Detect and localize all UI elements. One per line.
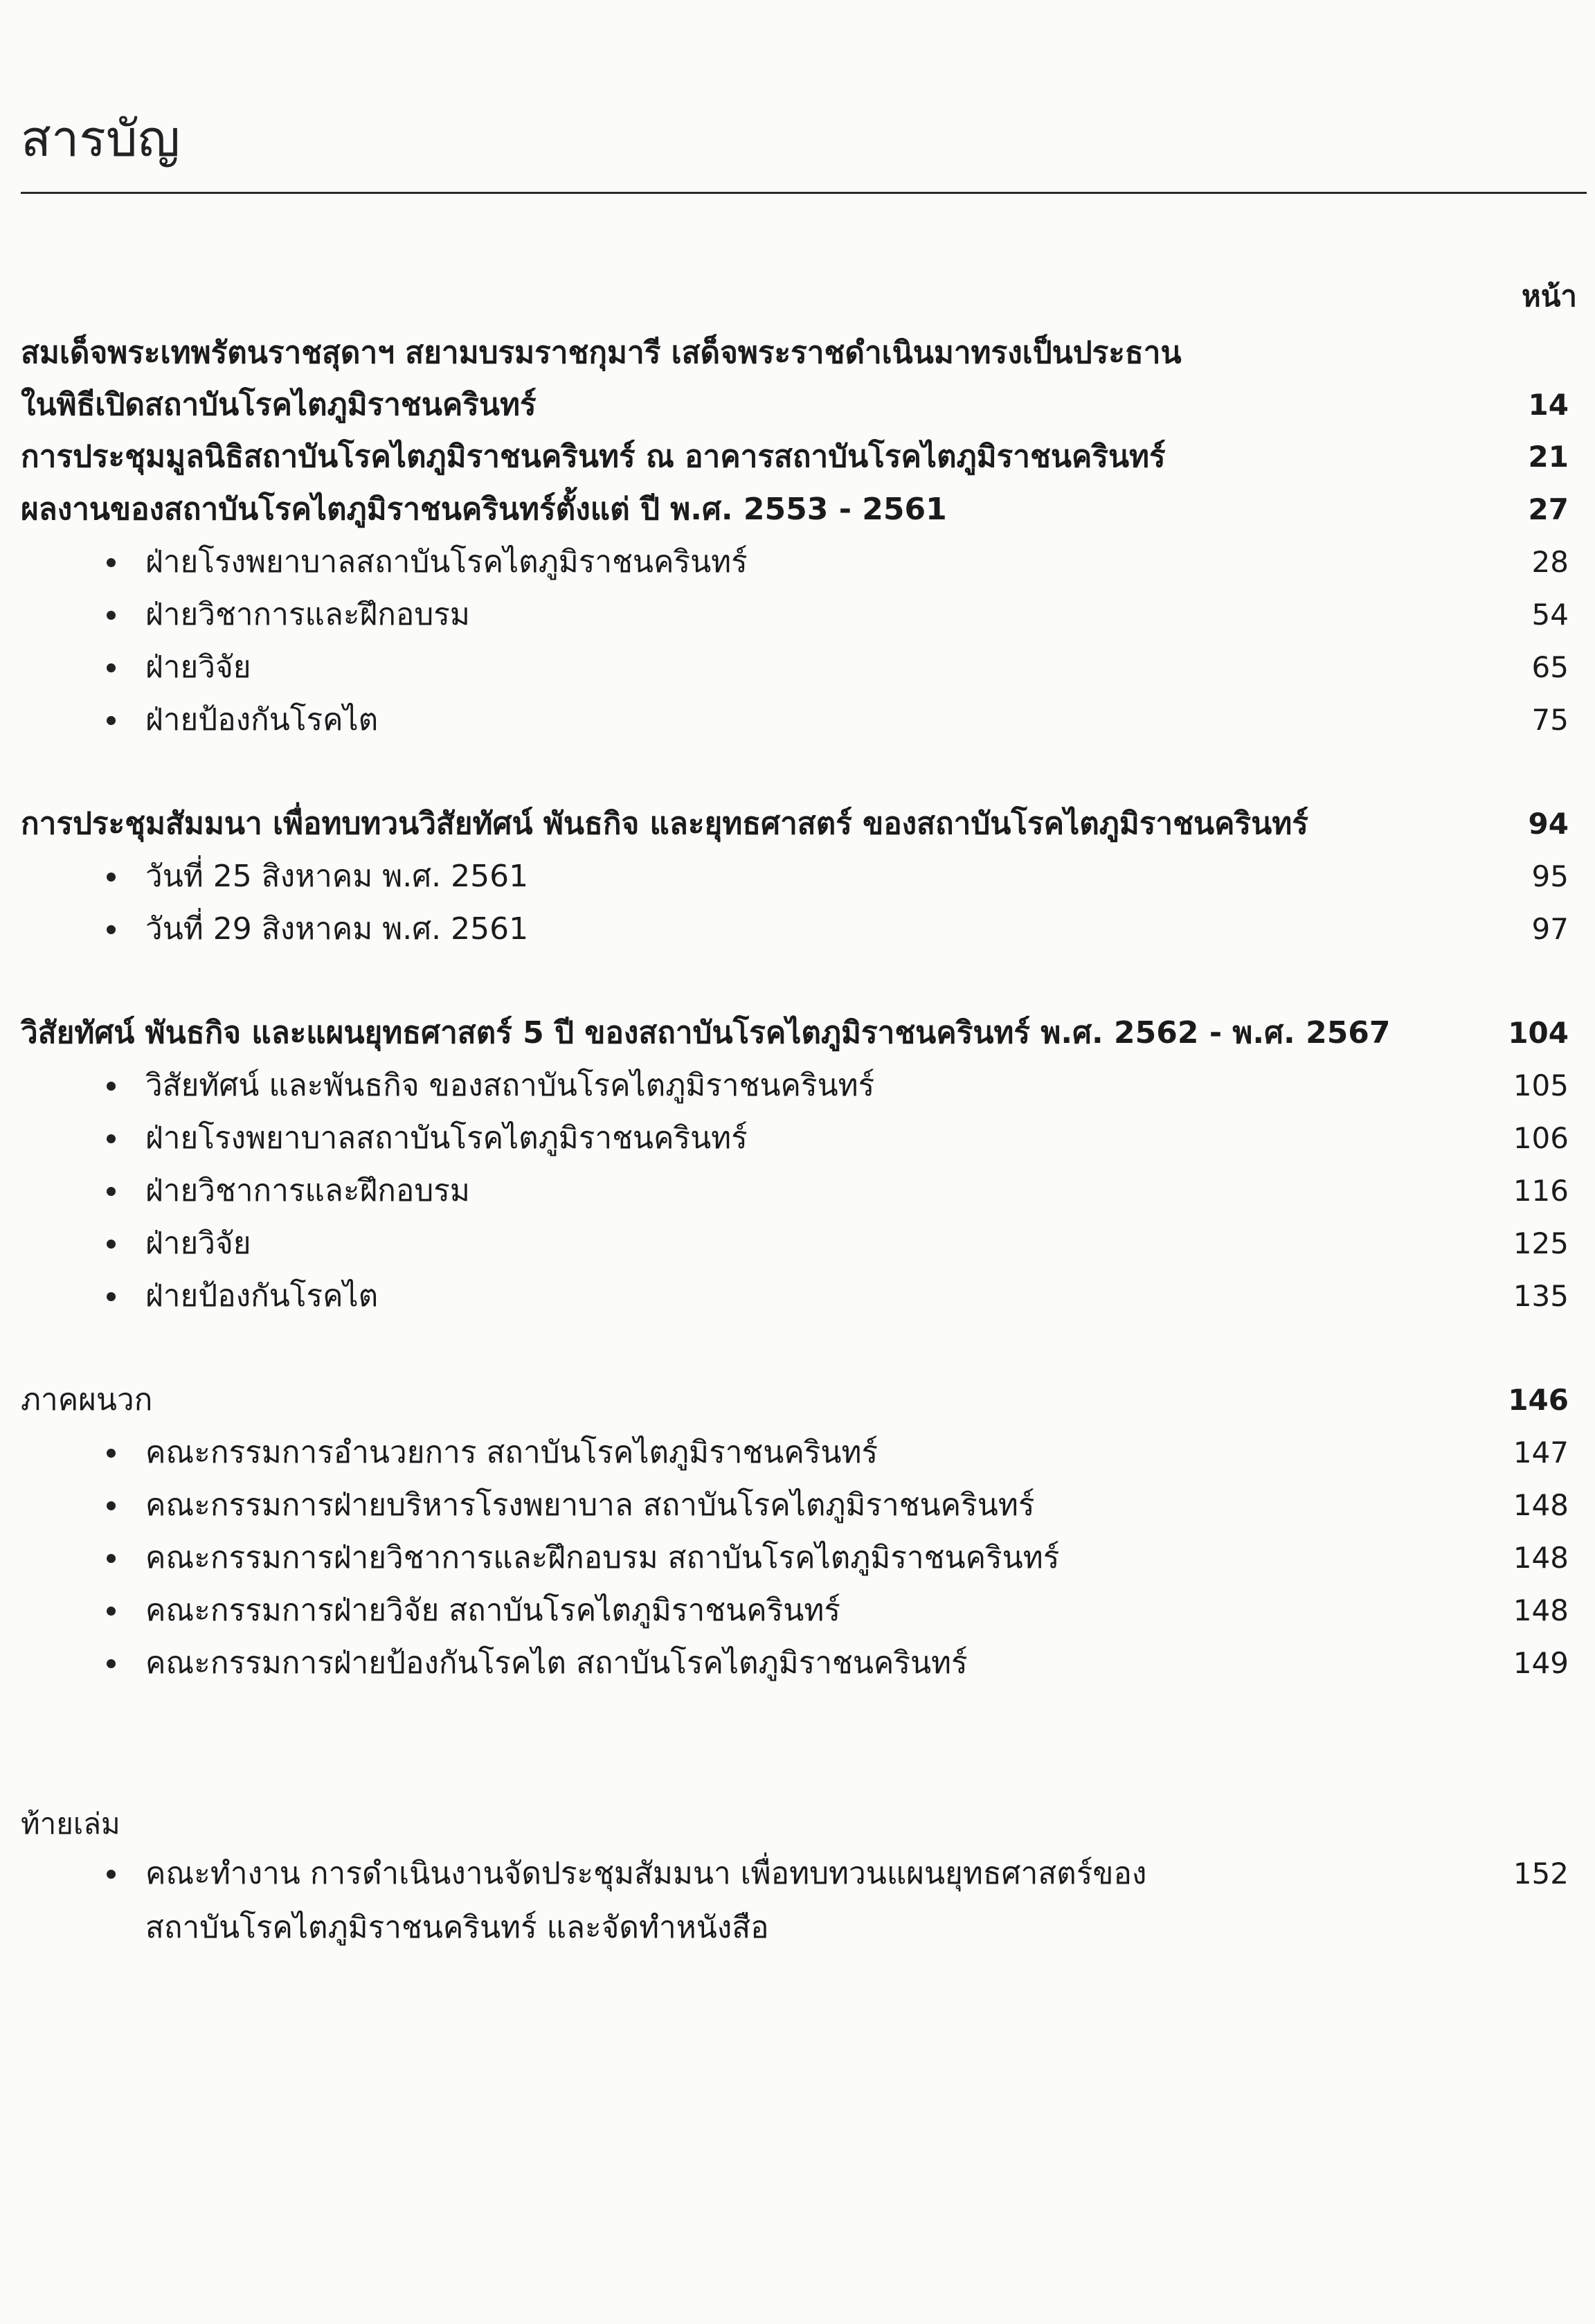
toc-subentry-title: วันที่ 29 สิงหาคม พ.ศ. 2561 bbox=[145, 911, 529, 947]
toc-entry[interactable] bbox=[0, 798, 1595, 850]
toc-page-number: 21 bbox=[1528, 440, 1569, 474]
toc-entry[interactable] bbox=[0, 327, 1595, 379]
bullet-icon bbox=[107, 1449, 116, 1458]
toc-subentry-title: คณะกรรมการฝ่ายบริหารโรงพยาบาล สถาบันโรคไตภูมิราชนครินทร์ bbox=[145, 1487, 1035, 1523]
toc-subentry-title: ฝ่ายวิจัย bbox=[145, 1226, 251, 1261]
toc-subentry-title: คณะกรรมการอำนวยการ สถาบันโรคไตภูมิราชนครินทร์ bbox=[145, 1435, 878, 1470]
toc-entry-title: ผลงานของสถาบันโรคไตภูมิราชนครินทร์ตั้งแต่ ปี พ.ศ. 2553 - 2561 bbox=[21, 492, 947, 527]
toc-page-number: 65 bbox=[1531, 650, 1569, 684]
toc-page-number: 14 bbox=[1528, 388, 1569, 422]
toc-page-number: 106 bbox=[1513, 1121, 1569, 1155]
toc-entry[interactable] bbox=[0, 431, 1595, 483]
toc-subentry[interactable] bbox=[0, 1165, 1595, 1217]
toc-subentry[interactable] bbox=[0, 903, 1595, 956]
toc-entry-title: ท้ายเล่ม bbox=[21, 1807, 120, 1841]
toc-page-number: 149 bbox=[1513, 1646, 1569, 1680]
toc-page-number: 152 bbox=[1513, 1857, 1569, 1891]
toc-subentry[interactable] bbox=[0, 641, 1595, 694]
toc-subentry[interactable] bbox=[0, 1060, 1595, 1112]
bullet-icon bbox=[107, 611, 116, 620]
toc-entry-title: ในพิธีเปิดสถาบันโรคไตภูมิราชนครินทร์ bbox=[21, 387, 537, 422]
toc-subentry-title: ฝ่ายป้องกันโรคไต bbox=[145, 702, 379, 738]
toc-subentry-title: วิสัยทัศน์ และพันธกิจ ของสถาบันโรคไตภูมิราชนครินทร์ bbox=[145, 1068, 875, 1103]
toc-page-number: 148 bbox=[1513, 1593, 1569, 1627]
toc-subentry-title: สถาบันโรคไตภูมิราชนครินทร์ และจัดทำหนังสือ bbox=[145, 1910, 769, 1945]
toc-page-number: 135 bbox=[1513, 1279, 1569, 1313]
bullet-icon bbox=[107, 1187, 116, 1196]
toc-page-number: 94 bbox=[1528, 807, 1569, 841]
toc-page-number: 28 bbox=[1531, 545, 1569, 579]
toc-subentry[interactable] bbox=[0, 1479, 1595, 1532]
bullet-icon bbox=[107, 1659, 116, 1668]
bullet-icon bbox=[107, 558, 116, 567]
toc-subentry-title: คณะทำงาน การดำเนินงานจัดประชุมสัมมนา เพื่อทบทวนแผนยุทธศาสตร์ของ bbox=[145, 1856, 1147, 1891]
toc-subentry[interactable] bbox=[0, 1427, 1595, 1479]
bullet-icon bbox=[107, 873, 116, 882]
toc-subentry-title: ฝ่ายวิจัย bbox=[145, 650, 251, 685]
toc-page-number: 95 bbox=[1531, 859, 1569, 893]
bullet-icon bbox=[107, 1501, 116, 1510]
bullet-icon bbox=[107, 1870, 116, 1879]
toc-subentry-continuation[interactable] bbox=[0, 1902, 1595, 1954]
toc-subentry-title: ฝ่ายโรงพยาบาลสถาบันโรคไตภูมิราชนครินทร์ bbox=[145, 544, 748, 580]
bullet-icon bbox=[107, 1082, 116, 1091]
toc-entry[interactable] bbox=[0, 483, 1595, 536]
toc-subentry-title: ฝ่ายป้องกันโรคไต bbox=[145, 1278, 379, 1314]
toc-subentry[interactable] bbox=[0, 1217, 1595, 1270]
title-divider bbox=[21, 192, 1587, 194]
toc-entry-title: ภาคผนวก bbox=[21, 1382, 153, 1418]
toc-page-number: 146 bbox=[1508, 1383, 1569, 1417]
bullet-icon bbox=[107, 1240, 116, 1249]
toc-subentry-title: ฝ่ายโรงพยาบาลสถาบันโรคไตภูมิราชนครินทร์ bbox=[145, 1120, 748, 1156]
bullet-icon bbox=[107, 1134, 116, 1143]
toc-subentry[interactable] bbox=[0, 536, 1595, 589]
toc-entry-title: การประชุมสัมมนา เพื่อทบทวนวิสัยทัศน์ พันธกิจ และยุทธศาสตร์ ของสถาบันโรคไตภูมิราชนครินทร์ bbox=[21, 806, 1308, 841]
toc-subentry[interactable] bbox=[0, 694, 1595, 747]
toc-subentry[interactable] bbox=[0, 1637, 1595, 1690]
toc-subentry-title: วันที่ 25 สิงหาคม พ.ศ. 2561 bbox=[145, 859, 529, 894]
page-column-header: หน้า bbox=[1522, 279, 1577, 313]
toc-page-number: 27 bbox=[1528, 492, 1569, 526]
toc-page-number: 104 bbox=[1508, 1016, 1569, 1050]
bullet-icon bbox=[107, 925, 116, 934]
toc-subentry-title: ฝ่ายวิชาการและฝึกอบรม bbox=[145, 1173, 470, 1208]
toc-page-number: 148 bbox=[1513, 1541, 1569, 1575]
toc-subentry-title: ฝ่ายวิชาการและฝึกอบรม bbox=[145, 597, 470, 632]
toc-entry-title: การประชุมมูลนิธิสถาบันโรคไตภูมิราชนครินทร์ ณ อาคารสถาบันโรคไตภูมิราชนครินทร์ bbox=[21, 439, 1166, 474]
bullet-icon bbox=[107, 663, 116, 672]
toc-entry-title: สมเด็จพระเทพรัตนราชสุดาฯ สยามบรมราชกุมารี เสด็จพระราชดำเนินมาทรงเป็นประธาน bbox=[21, 335, 1182, 370]
toc-page-number: 125 bbox=[1513, 1226, 1569, 1260]
toc-subentry[interactable] bbox=[0, 1112, 1595, 1165]
toc-subentry-title: คณะกรรมการฝ่ายป้องกันโรคไต สถาบันโรคไตภูมิราชนครินทร์ bbox=[145, 1645, 968, 1681]
toc-entry-backmatter[interactable] bbox=[0, 1798, 1595, 1850]
toc-subentry[interactable] bbox=[0, 850, 1595, 903]
toc-page-number: 54 bbox=[1531, 598, 1569, 632]
toc-subentry[interactable] bbox=[0, 1584, 1595, 1637]
toc-page-number: 75 bbox=[1531, 703, 1569, 737]
bullet-icon bbox=[107, 1554, 116, 1563]
toc-page-number: 116 bbox=[1513, 1174, 1569, 1208]
toc-entry-appendix[interactable] bbox=[0, 1374, 1595, 1427]
toc-subentry[interactable] bbox=[0, 589, 1595, 641]
toc-subentry[interactable] bbox=[0, 1270, 1595, 1323]
toc-entry[interactable] bbox=[0, 1007, 1595, 1060]
toc-page-number: 105 bbox=[1513, 1069, 1569, 1102]
bullet-icon bbox=[107, 716, 116, 725]
toc-subentry[interactable] bbox=[0, 1532, 1595, 1584]
toc-entry-title: วิสัยทัศน์ พันธกิจ และแผนยุทธศาสตร์ 5 ปี ของสถาบันโรคไตภูมิราชนครินทร์ พ.ศ. 2562 - พ.ศ. 2567 bbox=[21, 1015, 1391, 1051]
toc-page-number: 147 bbox=[1513, 1436, 1569, 1469]
bullet-icon bbox=[107, 1292, 116, 1301]
page-title: สารบัญ bbox=[21, 109, 181, 168]
toc-page-number: 97 bbox=[1531, 912, 1569, 946]
toc-entry-continuation[interactable] bbox=[0, 379, 1595, 431]
toc-subentry-title: คณะกรรมการฝ่ายวิจัย สถาบันโรคไตภูมิราชนครินทร์ bbox=[145, 1593, 840, 1628]
toc-page-number: 148 bbox=[1513, 1488, 1569, 1522]
bullet-icon bbox=[107, 1607, 116, 1616]
toc-subentry-title: คณะกรรมการฝ่ายวิชาการและฝึกอบรม สถาบันโรคไตภูมิราชนครินทร์ bbox=[145, 1540, 1060, 1575]
toc-subentry[interactable] bbox=[0, 1848, 1595, 1900]
